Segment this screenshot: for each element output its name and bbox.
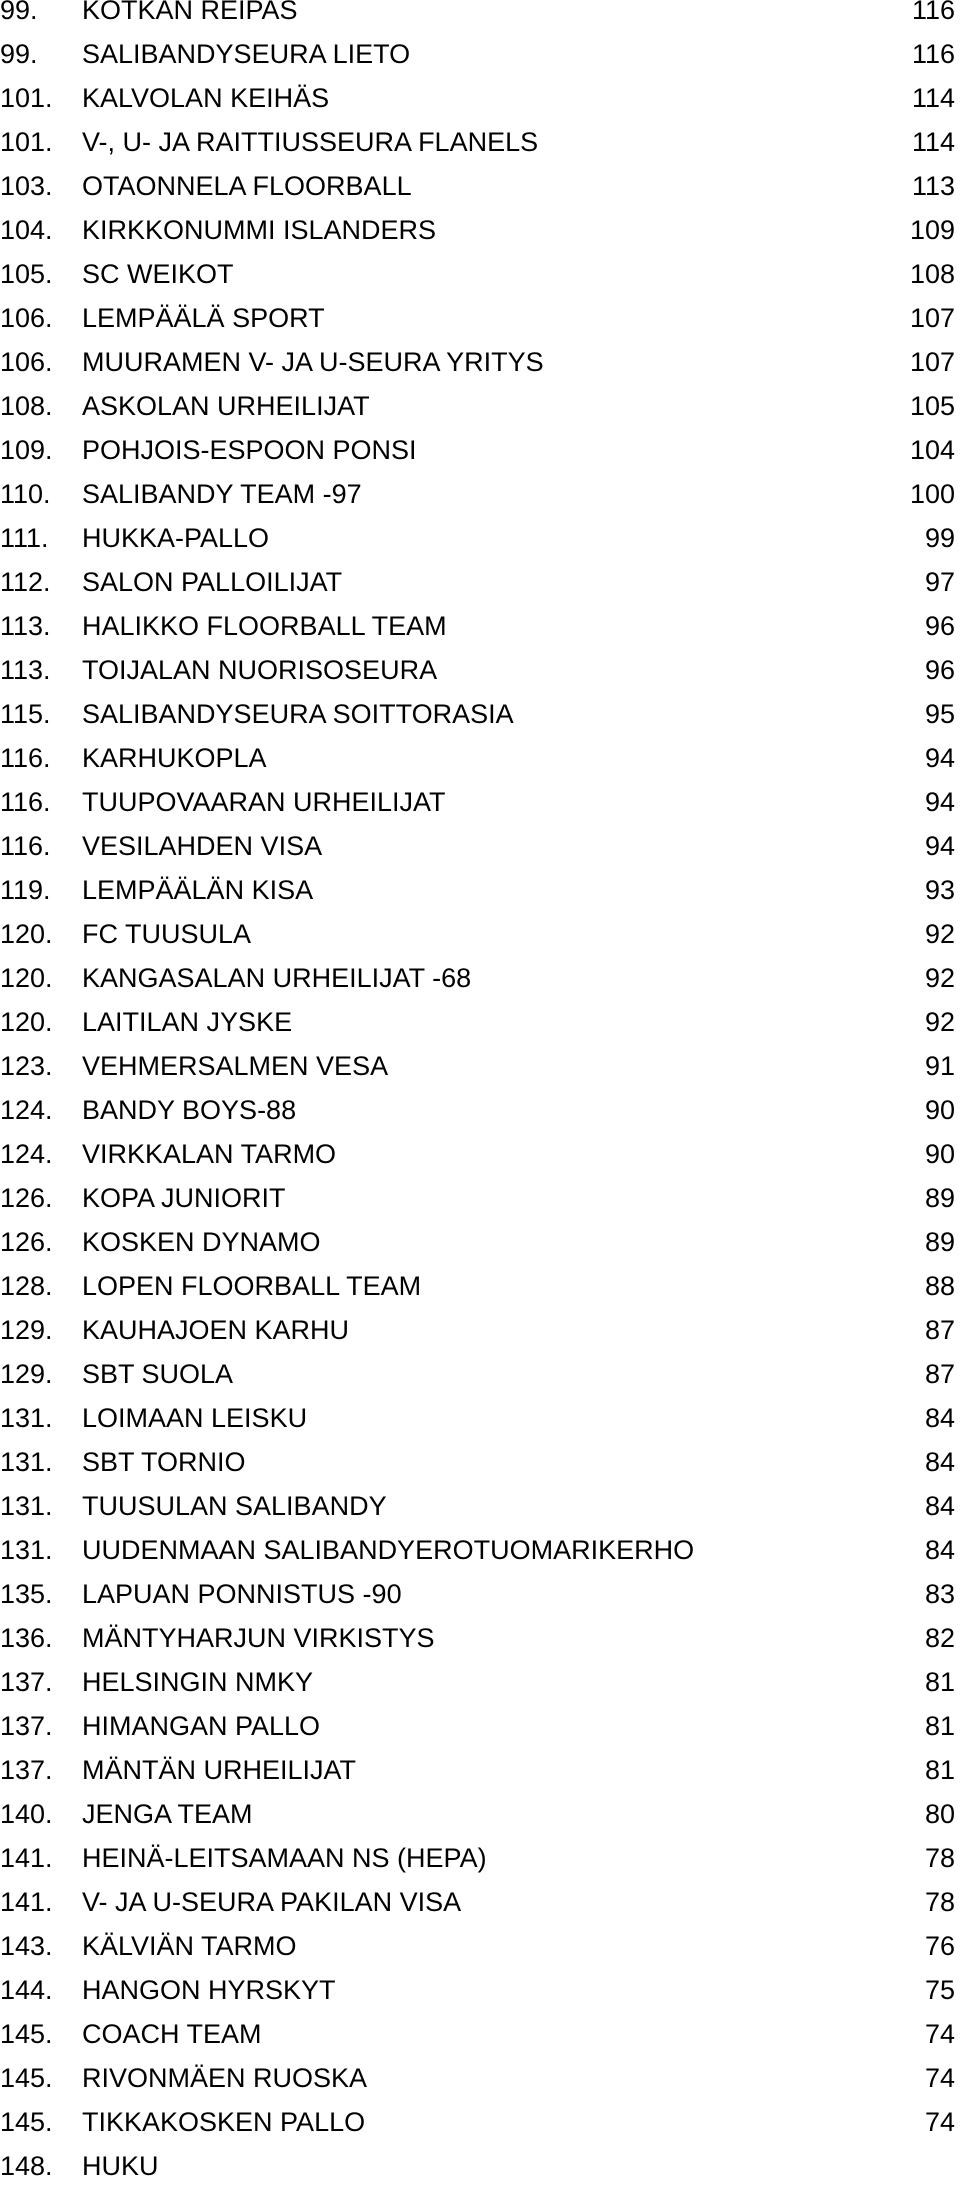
- rank-number: 143.: [0, 1931, 53, 1961]
- points-value: 84: [924, 1491, 955, 1521]
- ranking-row: [0, 1308, 960, 1352]
- rank-number: 104.: [0, 215, 53, 245]
- points-value: 96: [924, 611, 955, 641]
- club-name: KOTKAN REIPAS: [82, 0, 298, 25]
- club-name: COACH TEAM: [82, 2019, 262, 2049]
- rank-number: 131.: [0, 1403, 53, 1433]
- rank-number: 110.: [0, 479, 51, 509]
- points-value: 90: [924, 1139, 955, 1169]
- club-name: KARHUKOPLA: [82, 743, 267, 773]
- points-value: 105: [909, 391, 955, 421]
- rank-number: 137.: [0, 1667, 53, 1697]
- rank-number: 129.: [0, 1315, 53, 1345]
- ranking-row: [0, 604, 960, 648]
- points-value: 88: [924, 1271, 955, 1301]
- club-name: HUKU: [82, 2151, 159, 2181]
- ranking-row: [0, 560, 960, 604]
- rank-number: 136.: [0, 1623, 53, 1653]
- points-value: 116: [911, 0, 955, 25]
- points-value: 83: [924, 1579, 955, 1609]
- club-name: HUKKA-PALLO: [82, 523, 270, 553]
- club-name: JENGA TEAM: [82, 1799, 253, 1829]
- club-name: LAITILAN JYSKE: [82, 1007, 293, 1037]
- rank-number: 131.: [0, 1491, 53, 1521]
- ranking-row: [0, 1880, 960, 1924]
- rank-number: 106.: [0, 303, 53, 333]
- ranking-row: [0, 1132, 960, 1176]
- ranking-row: [0, 1220, 960, 1264]
- club-name: TOIJALAN NUORISOSEURA: [82, 655, 438, 685]
- points-value: 74: [924, 2063, 955, 2093]
- points-value: 89: [924, 1227, 955, 1257]
- club-name: TIKKAKOSKEN PALLO: [82, 2107, 366, 2137]
- rank-number: 103.: [0, 171, 53, 201]
- rank-number: 141.: [0, 1843, 53, 1873]
- ranking-row: [0, 1528, 960, 1572]
- points-value: 87: [924, 1315, 955, 1345]
- rank-number: 119.: [0, 875, 51, 905]
- club-name: HALIKKO FLOORBALL TEAM: [82, 611, 447, 641]
- rank-number: 116.: [0, 787, 51, 817]
- ranking-row: [0, 1396, 960, 1440]
- ranking-row: [0, 1088, 960, 1132]
- club-name: KAUHAJOEN KARHU: [82, 1315, 350, 1345]
- club-name: SALON PALLOILIJAT: [82, 567, 343, 597]
- points-value: 87: [924, 1359, 955, 1389]
- rank-number: 113.: [0, 611, 51, 641]
- ranking-row: [0, 1044, 960, 1088]
- rank-number: 141.: [0, 1887, 53, 1917]
- rank-number: 126.: [0, 1183, 53, 1213]
- rank-number: 137.: [0, 1755, 53, 1785]
- club-name: KANGASALAN URHEILIJAT -68: [82, 963, 472, 993]
- club-name: LOPEN FLOORBALL TEAM: [82, 1271, 422, 1301]
- ranking-row: [0, 1000, 960, 1044]
- rank-number: 145.: [0, 2063, 53, 2093]
- points-value: 74: [924, 2107, 955, 2137]
- points-value: 82: [924, 1623, 955, 1653]
- ranking-row: [0, 0, 960, 32]
- ranking-row: [0, 2100, 960, 2144]
- points-value: 113: [911, 171, 955, 201]
- club-name: LEMPÄÄLÄ SPORT: [82, 303, 325, 333]
- ranking-row: [0, 692, 960, 736]
- club-name: FC TUUSULA: [82, 919, 252, 949]
- club-name: UUDENMAAN SALIBANDYEROTUOMARIKERHO: [82, 1535, 695, 1565]
- ranking-row: [0, 1924, 960, 1968]
- points-value: 114: [911, 83, 955, 113]
- ranking-row: [0, 1836, 960, 1880]
- rank-number: 120.: [0, 919, 53, 949]
- points-value: 92: [924, 919, 955, 949]
- ranking-row: [0, 164, 960, 208]
- club-name: KIRKKONUMMI ISLANDERS: [82, 215, 437, 245]
- club-name: POHJOIS-ESPOON PONSI: [82, 435, 417, 465]
- club-name: VIRKKALAN TARMO: [82, 1139, 337, 1169]
- ranking-row: [0, 1440, 960, 1484]
- club-name: HANGON HYRSKYT: [82, 1975, 336, 2005]
- rank-number: 112.: [0, 567, 51, 597]
- points-value: 97: [924, 567, 955, 597]
- ranking-row: [0, 1616, 960, 1660]
- rank-number: 126.: [0, 1227, 53, 1257]
- points-value: 93: [924, 875, 955, 905]
- ranking-row: [0, 956, 960, 1000]
- points-value: 90: [924, 1095, 955, 1125]
- ranking-row: [0, 1748, 960, 1792]
- ranking-row: [0, 1176, 960, 1220]
- points-value: 94: [924, 831, 955, 861]
- rank-number: 124.: [0, 1095, 53, 1125]
- rank-number: 99.: [0, 0, 38, 25]
- rank-number: 131.: [0, 1447, 53, 1477]
- club-name: LEMPÄÄLÄN KISA: [82, 875, 314, 905]
- points-value: 92: [924, 1007, 955, 1037]
- points-value: 84: [924, 1403, 955, 1433]
- ranking-row: [0, 824, 960, 868]
- rank-number: 99.: [0, 39, 38, 69]
- rank-number: 144.: [0, 1975, 53, 2005]
- club-name: TUUSULAN SALIBANDY: [82, 1491, 387, 1521]
- club-name: HELSINGIN NMKY: [82, 1667, 314, 1697]
- ranking-row: [0, 76, 960, 120]
- points-value: 104: [909, 435, 955, 465]
- club-name: SC WEIKOT: [82, 259, 234, 289]
- points-value: 74: [924, 2019, 955, 2049]
- rank-number: 108.: [0, 391, 53, 421]
- ranking-row: [0, 912, 960, 956]
- points-value: 78: [924, 1887, 955, 1917]
- ranking-row: [0, 2056, 960, 2100]
- ranking-row: [0, 648, 960, 692]
- points-value: 81: [924, 1711, 955, 1741]
- points-value: 84: [924, 1447, 955, 1477]
- club-name: HEINÄ-LEITSAMAAN NS (HEPA): [82, 1843, 487, 1873]
- rank-number: 101.: [0, 83, 53, 113]
- ranking-row: [0, 340, 960, 384]
- rank-number: 105.: [0, 259, 53, 289]
- rank-number: 124.: [0, 1139, 53, 1169]
- ranking-row: [0, 1792, 960, 1836]
- ranking-row: [0, 868, 960, 912]
- ranking-row: [0, 2144, 960, 2188]
- rank-number: 123.: [0, 1051, 53, 1081]
- rank-number: 140.: [0, 1799, 53, 1829]
- ranking-row: [0, 1704, 960, 1748]
- ranking-row: [0, 296, 960, 340]
- ranking-row: [0, 1968, 960, 2012]
- ranking-row: [0, 780, 960, 824]
- points-value: 96: [924, 655, 955, 685]
- rank-number: 116.: [0, 743, 51, 773]
- club-name: SALIBANDYSEURA LIETO: [82, 39, 411, 69]
- club-name: KALVOLAN KEIHÄS: [82, 83, 330, 113]
- points-value: 107: [909, 303, 955, 333]
- points-value: 108: [909, 259, 955, 289]
- rank-number: 137.: [0, 1711, 53, 1741]
- ranking-row: [0, 2012, 960, 2056]
- points-value: 81: [924, 1667, 955, 1697]
- points-value: 81: [924, 1755, 955, 1785]
- club-name: KÄLVIÄN TARMO: [82, 1931, 297, 1961]
- rank-number: 115.: [0, 699, 51, 729]
- points-value: 100: [909, 479, 955, 509]
- club-name: LAPUAN PONNISTUS -90: [82, 1579, 402, 1609]
- points-value: 116: [911, 39, 955, 69]
- club-name: BANDY BOYS-88: [82, 1095, 297, 1125]
- club-name: RIVONMÄEN RUOSKA: [82, 2063, 368, 2093]
- club-name: LOIMAAN LEISKU: [82, 1403, 308, 1433]
- rank-number: 129.: [0, 1359, 53, 1389]
- points-value: 80: [924, 1799, 955, 1829]
- points-value: 99: [924, 523, 955, 553]
- club-name: V- JA U-SEURA PAKILAN VISA: [82, 1887, 462, 1917]
- rank-number: 128.: [0, 1271, 53, 1301]
- club-name: KOPA JUNIORIT: [82, 1183, 286, 1213]
- points-value: 91: [924, 1051, 955, 1081]
- rank-number: 131.: [0, 1535, 53, 1565]
- ranking-row: [0, 252, 960, 296]
- club-name: VEHMERSALMEN VESA: [82, 1051, 389, 1081]
- ranking-row: [0, 32, 960, 76]
- club-name: SALIBANDYSEURA SOITTORASIA: [82, 699, 514, 729]
- club-name: SBT TORNIO: [82, 1447, 246, 1477]
- ranking-row: [0, 736, 960, 780]
- points-value: 92: [924, 963, 955, 993]
- club-name: MÄNTYHARJUN VIRKISTYS: [82, 1623, 435, 1653]
- ranking-row: [0, 1264, 960, 1308]
- points-value: 75: [924, 1975, 955, 2005]
- points-value: 109: [909, 215, 955, 245]
- ranking-row: [0, 208, 960, 252]
- ranking-row: [0, 516, 960, 560]
- points-value: 95: [924, 699, 955, 729]
- ranking-row: [0, 428, 960, 472]
- club-name: MÄNTÄN URHEILIJAT: [82, 1755, 357, 1785]
- rank-number: 109.: [0, 435, 53, 465]
- points-value: 76: [924, 1931, 955, 1961]
- rank-number: 120.: [0, 1007, 53, 1037]
- points-value: 84: [924, 1535, 955, 1565]
- rank-number: 111.: [0, 523, 49, 553]
- rank-number: 116.: [0, 831, 51, 861]
- ranking-row: [0, 472, 960, 516]
- rank-number: 145.: [0, 2019, 53, 2049]
- rank-number: 101.: [0, 127, 53, 157]
- points-value: 94: [924, 743, 955, 773]
- club-name: SBT SUOLA: [82, 1359, 234, 1389]
- ranking-row: [0, 120, 960, 164]
- ranking-row: [0, 1660, 960, 1704]
- club-name: KOSKEN DYNAMO: [82, 1227, 321, 1257]
- points-value: 94: [924, 787, 955, 817]
- rank-number: 113.: [0, 655, 51, 685]
- points-value: 78: [924, 1843, 955, 1873]
- ranking-row: [0, 1572, 960, 1616]
- club-name: OTAONNELA FLOORBALL: [82, 171, 412, 201]
- ranking-row: [0, 384, 960, 428]
- club-name: TUUPOVAARAN URHEILIJAT: [82, 787, 446, 817]
- points-value: 114: [911, 127, 955, 157]
- rank-number: 135.: [0, 1579, 53, 1609]
- rank-number: 120.: [0, 963, 53, 993]
- club-name: SALIBANDY TEAM -97: [82, 479, 362, 509]
- rank-number: 145.: [0, 2107, 53, 2137]
- club-name: V-, U- JA RAITTIUSSEURA FLANELS: [82, 127, 539, 157]
- club-name: VESILAHDEN VISA: [82, 831, 323, 861]
- club-name: MUURAMEN V- JA U-SEURA YRITYS: [82, 347, 544, 377]
- club-name: HIMANGAN PALLO: [82, 1711, 321, 1741]
- rank-number: 148.: [0, 2151, 53, 2181]
- ranking-row: [0, 1484, 960, 1528]
- points-value: 89: [924, 1183, 955, 1213]
- ranking-row: [0, 1352, 960, 1396]
- rank-number: 106.: [0, 347, 53, 377]
- club-name: ASKOLAN URHEILIJAT: [82, 391, 370, 421]
- points-value: 107: [909, 347, 955, 377]
